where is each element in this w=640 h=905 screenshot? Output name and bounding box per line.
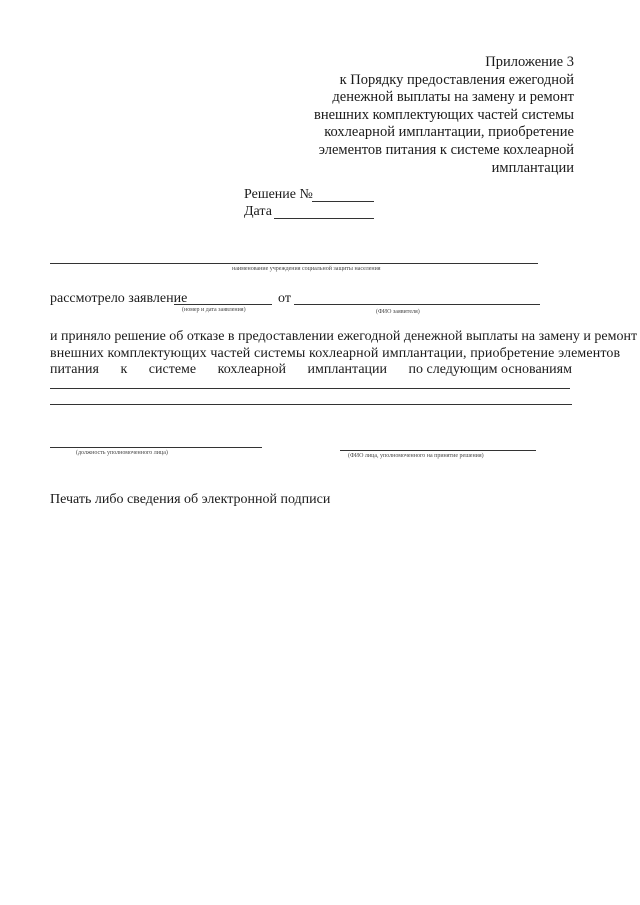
from-label: от	[278, 291, 291, 306]
decision-number-label: Решение №	[244, 187, 313, 202]
org-name-field[interactable]	[50, 263, 538, 264]
refusal-word: имплантации	[307, 362, 388, 378]
decision-date-label: Дата	[244, 204, 272, 219]
reason-line[interactable]	[50, 404, 572, 405]
reason-line[interactable]	[50, 388, 570, 389]
decision-date-field[interactable]	[274, 218, 374, 219]
applicant-name-field[interactable]	[294, 304, 540, 305]
decision-number-field[interactable]	[312, 201, 374, 202]
application-number-field[interactable]	[174, 304, 272, 305]
authorized-name-caption: (ФИО лица, уполномоченного на принятие решения)	[348, 453, 484, 459]
stamp-note: Печать либо сведения об электронной подписи	[50, 492, 331, 507]
refusal-line: внешних комплектующих частей системы кохлеарной имплантации, приобретение элементов	[50, 345, 621, 361]
application-label: рассмотрело заявление	[50, 291, 188, 306]
refusal-line-justified	[50, 362, 572, 379]
appendix-line: внешних комплектующих частей системы	[313, 106, 574, 123]
refusal-word: питания	[50, 362, 99, 378]
refusal-word: кохлеарной	[217, 362, 286, 378]
application-number-caption: (номер и дата заявления)	[182, 307, 246, 313]
appendix-line: элементов питания к системе кохлеарной	[318, 141, 574, 158]
appendix-line: денежной выплаты на замену и ремонт	[332, 89, 574, 106]
position-caption: (должность уполномоченного лица)	[76, 450, 168, 456]
refusal-line: и приняло решение об отказе в предоставлении ежегодной денежной выплаты на замену и ремонт	[50, 329, 638, 344]
org-name-caption: наименование учреждения социальной защиты населения	[232, 266, 381, 272]
appendix-line: кохлеарной имплантации, приобретение	[324, 124, 574, 141]
refusal-paragraph	[50, 329, 638, 379]
appendix-header	[274, 54, 574, 177]
appendix-line: к Порядку предоставления ежегодной	[339, 71, 574, 88]
appendix-line: имплантации	[491, 159, 574, 176]
refusal-word: системе	[148, 362, 197, 378]
refusal-word: к	[120, 362, 128, 378]
authorized-name-field[interactable]	[340, 450, 536, 451]
applicant-caption: (ФИО заявителя)	[376, 309, 420, 315]
appendix-line: Приложение 3	[485, 54, 574, 70]
refusal-word: по следующим основаниям	[408, 362, 572, 378]
position-field[interactable]	[50, 447, 262, 448]
